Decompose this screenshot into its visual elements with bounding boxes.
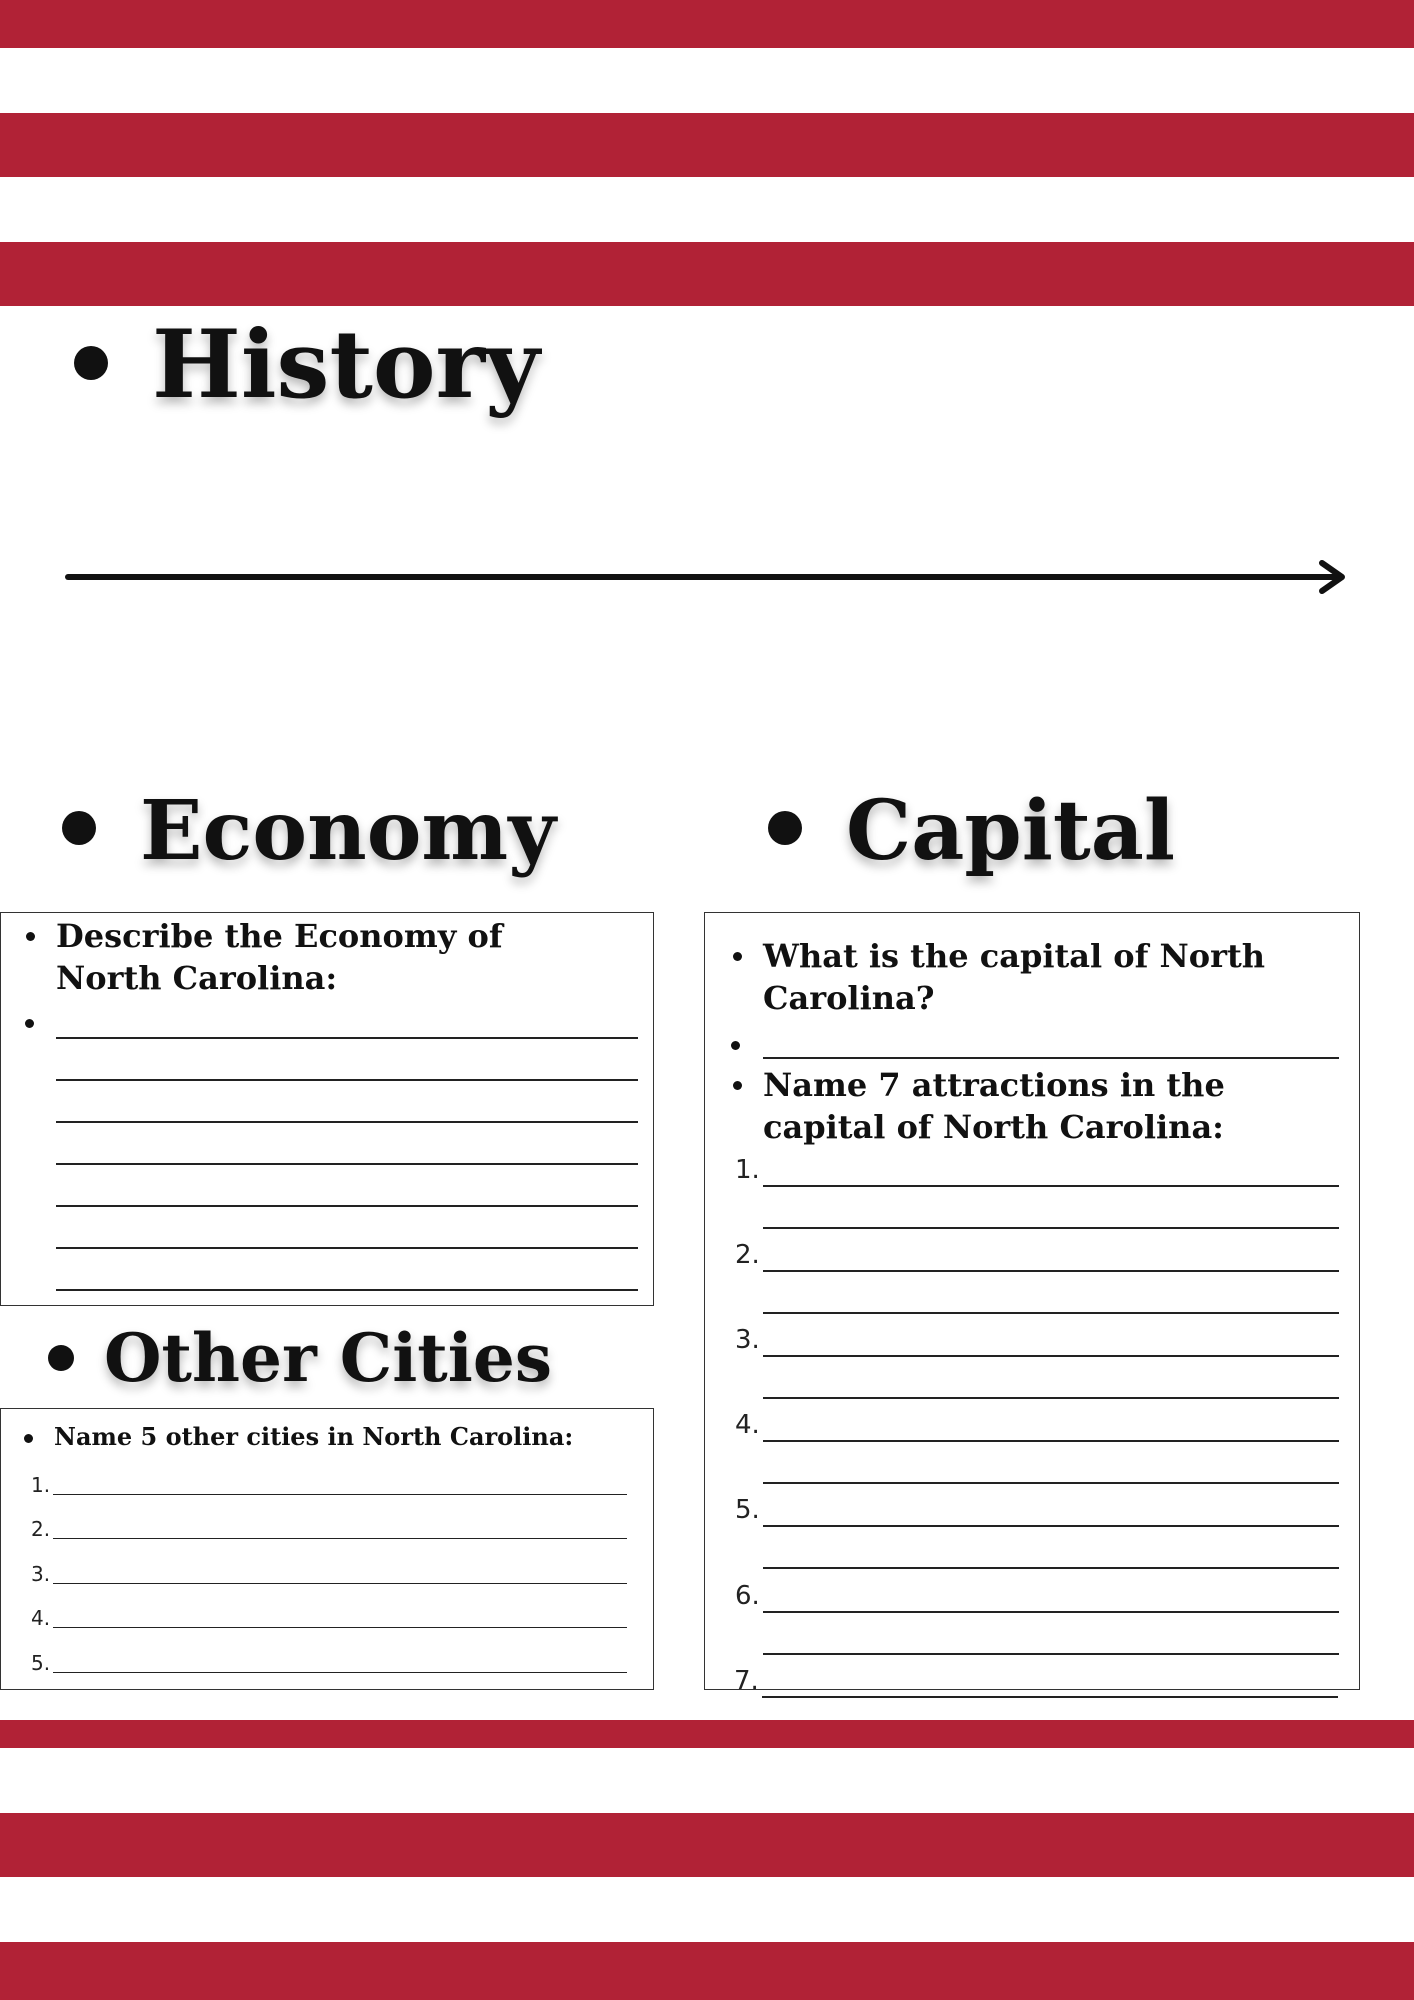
list-number: 3. — [735, 1325, 760, 1355]
list-number: 3. — [31, 1562, 51, 1586]
answer-line[interactable] — [56, 1247, 638, 1249]
answer-line[interactable] — [763, 1397, 1339, 1399]
bullet-icon — [25, 1019, 34, 1028]
cities-prompt: Name 5 other cities in North Carolina: — [54, 1417, 634, 1457]
other-cities-heading — [48, 1319, 553, 1397]
answer-line[interactable] — [763, 1057, 1339, 1059]
answer-line[interactable] — [53, 1538, 627, 1539]
list-number: 1. — [735, 1155, 760, 1185]
capital-title: Capital — [846, 783, 1176, 879]
answer-line[interactable] — [763, 1270, 1339, 1272]
bullet-icon — [768, 811, 802, 845]
bottom-stripe-3 — [0, 1942, 1414, 2000]
timeline-arrow — [60, 555, 1360, 599]
answer-line[interactable] — [53, 1627, 627, 1628]
list-number: 4. — [735, 1410, 760, 1440]
top-stripe-2 — [0, 113, 1414, 177]
answer-line[interactable] — [763, 1611, 1339, 1613]
answer-line[interactable] — [56, 1037, 638, 1039]
list-number: 2. — [735, 1240, 760, 1270]
bullet-icon — [48, 1345, 74, 1371]
capital-box — [704, 912, 1360, 1690]
answer-line[interactable] — [762, 1696, 1338, 1698]
answer-line[interactable] — [763, 1185, 1339, 1187]
top-stripe-3 — [0, 242, 1414, 306]
history-title: History — [152, 310, 540, 420]
economy-title: Economy — [140, 783, 556, 879]
answer-line[interactable] — [56, 1289, 638, 1291]
other-cities-box — [0, 1408, 654, 1690]
bottom-stripe-1 — [0, 1720, 1414, 1748]
answer-line[interactable] — [763, 1482, 1339, 1484]
history-heading — [74, 310, 540, 420]
answer-line[interactable] — [56, 1121, 638, 1123]
list-number: 5. — [735, 1495, 760, 1525]
list-number: 1. — [31, 1473, 51, 1497]
list-number: 7. — [734, 1666, 759, 1696]
answer-line[interactable] — [56, 1205, 638, 1207]
bullet-icon — [62, 811, 96, 845]
other-cities-title: Other Cities — [104, 1319, 553, 1397]
answer-line[interactable] — [763, 1440, 1339, 1442]
top-stripe-1 — [0, 0, 1414, 48]
answer-line[interactable] — [763, 1653, 1339, 1655]
answer-line[interactable] — [763, 1227, 1339, 1229]
answer-line[interactable] — [53, 1494, 627, 1495]
answer-line[interactable] — [763, 1567, 1339, 1569]
list-number: 2. — [31, 1517, 51, 1541]
answer-line[interactable] — [56, 1079, 638, 1081]
answer-line[interactable] — [53, 1672, 627, 1673]
bullet-icon — [731, 1041, 740, 1050]
answer-line[interactable] — [53, 1583, 627, 1584]
bullet-icon — [74, 346, 108, 380]
answer-line[interactable] — [763, 1312, 1339, 1314]
answer-line[interactable] — [763, 1355, 1339, 1357]
capital-heading — [768, 783, 1176, 879]
list-number: 6. — [735, 1581, 760, 1611]
economy-heading — [62, 783, 556, 879]
attractions-prompt: Name 7 attractions in the capital of North Carolina: — [763, 1064, 1353, 1148]
bottom-stripe-2 — [0, 1813, 1414, 1877]
answer-line[interactable] — [763, 1525, 1339, 1527]
answer-line[interactable] — [56, 1163, 638, 1165]
economy-prompt: Describe the Economy of North Carolina: — [56, 915, 616, 999]
list-number: 4. — [31, 1606, 51, 1630]
economy-box — [0, 912, 654, 1306]
list-number: 5. — [31, 1651, 51, 1675]
capital-question: What is the capital of North Carolina? — [763, 935, 1343, 1019]
